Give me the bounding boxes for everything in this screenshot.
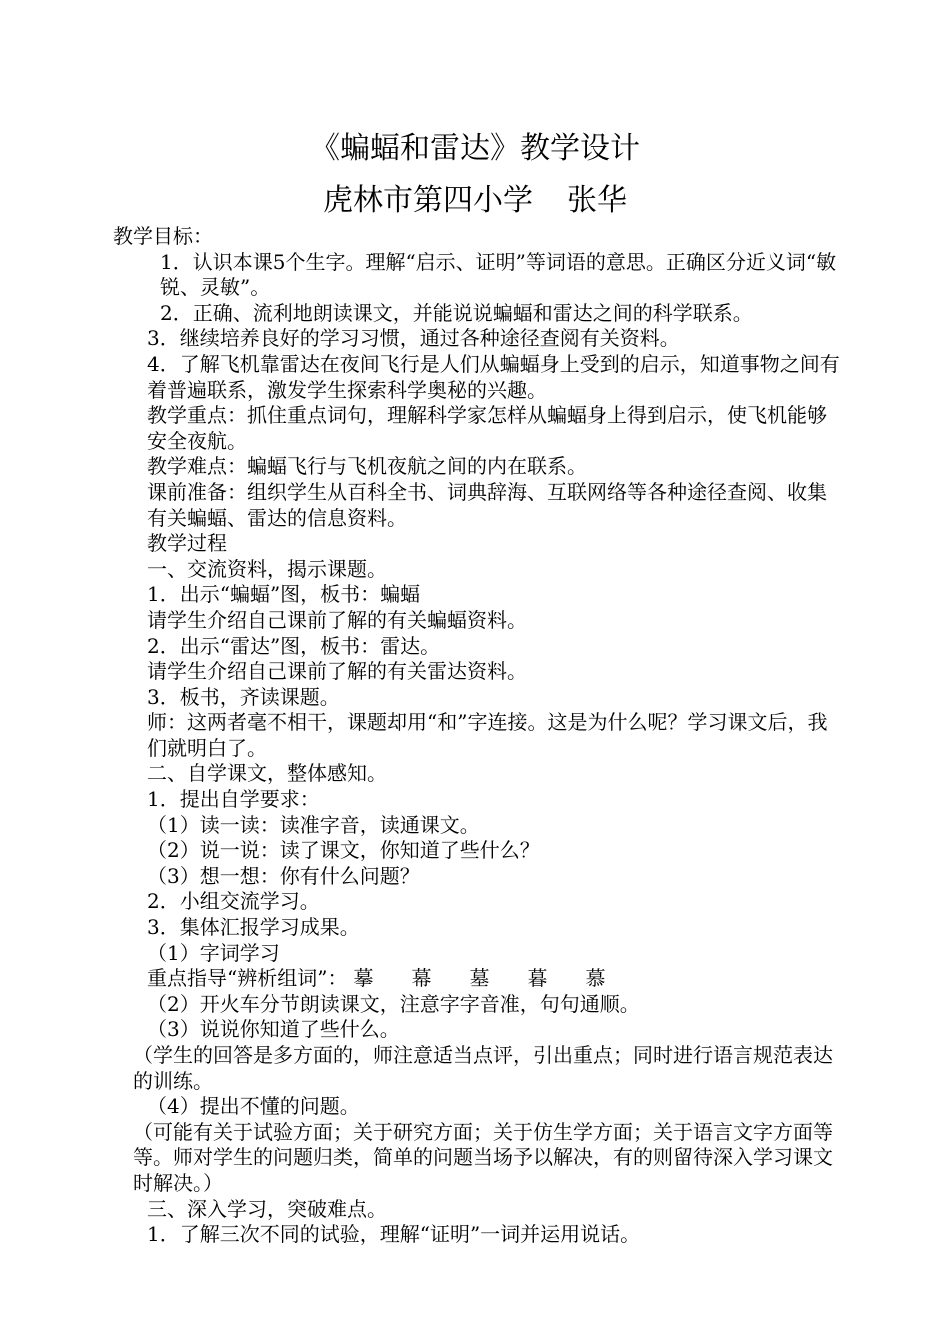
paragraph-goal-2: 2．正确、流利地朗读课文，并能说说蝙蝠和雷达之间的科学联系。 <box>160 300 753 325</box>
list-item: 2．小组交流学习。 <box>147 889 320 914</box>
list-item: （1）读一读：读准字音，读通课文。 <box>147 812 480 837</box>
word-group-line <box>113 966 843 992</box>
heading-teaching-goals: 教学目标： <box>113 224 213 248</box>
word-char: 幕 <box>411 966 432 991</box>
list-item: 请学生介绍自己课前了解的有关蝙蝠资料。 <box>147 607 527 632</box>
paragraph-goal-1: 1．认识本课5个生字。理解“启示、证明”等词语的意思。正确区分近义词“敏锐、灵敏”。 <box>160 249 837 300</box>
paragraph-preparation: 课前准备：组织学生从百科全书、词典辞海、互联网络等各种途径查阅、收集有关蝙蝠、雷达的信息资料。 <box>147 479 827 530</box>
section-1-heading: 一、交流资料，揭示课题。 <box>147 556 387 581</box>
list-item: （3）说说你知道了些什么。 <box>147 1017 400 1042</box>
list-item: （2）说一说：读了课文，你知道了些什么？ <box>147 838 540 863</box>
list-item: （1）字词学习 <box>147 940 280 965</box>
list-item: （可能有关于试验方面；关于研究方面；关于仿生学方面；关于语言文字方面等等。师对学生的问题归类，简单的问题当场予以解决，有的则留待深入学习课文时解决。） <box>133 1119 833 1195</box>
list-item: 1．提出自学要求： <box>147 787 320 812</box>
list-item: 1．出示“蝙蝠”图，板书：蝙蝠 <box>147 582 421 607</box>
word-char: 墓 <box>469 966 490 991</box>
list-item: 1．了解三次不同的试验，理解“证明”一词并运用说话。 <box>147 1222 641 1247</box>
word-char: 暮 <box>527 966 548 991</box>
document-body <box>113 224 843 1248</box>
list-item: 师：这两者毫不相干，课题却用“和”字连接。这是为什么呢？学习课文后，我们就明白了。 <box>147 710 828 760</box>
list-item: 2．出示“雷达”图，板书：雷达。 <box>147 633 441 658</box>
paragraph-difficulty: 教学难点：蝙蝠飞行与飞机夜航之间的内在联系。 <box>147 454 587 479</box>
paragraph-goal-3: 3．继续培养良好的学习习惯，通过各种途径查阅有关资料。 <box>147 326 680 351</box>
list-item: （2）开火车分节朗读课文，注意字字音准，句句通顺。 <box>147 991 640 1016</box>
list-item: （4）提出不懂的问题。 <box>147 1094 360 1119</box>
heading-teaching-process: 教学过程 <box>147 531 227 556</box>
paragraph-goal-4: 4．了解飞机靠雷达在夜间飞行是人们从蝙蝠身上受到的启示，知道事物之间有着普遍联系，激发学生探索科学奥秘的兴趣。 <box>147 351 840 402</box>
document-title: 《蝙蝠和雷达》教学设计 <box>310 131 640 166</box>
list-item: 请学生介绍自己课前了解的有关雷达资料。 <box>147 659 527 684</box>
author-school: 虎林市第四小学 <box>323 183 533 218</box>
word-char: 摹 <box>353 966 374 991</box>
list-item: （学生的回答是多方面的，师注意适当点评，引出重点；同时进行语言规范表达的训练。 <box>133 1043 833 1093</box>
list-item: 3．集体汇报学习成果。 <box>147 915 360 940</box>
author-line <box>0 183 950 219</box>
list-item: （3）想一想：你有什么问题？ <box>147 863 420 888</box>
word-group-label: 重点指导“辨析组词”： <box>147 966 348 991</box>
section-3-heading: 三、深入学习，突破难点。 <box>147 1196 387 1221</box>
section-2-heading: 二、自学课文，整体感知。 <box>147 761 387 786</box>
list-item: 3．板书，齐读课题。 <box>147 684 340 709</box>
author-name: 张华 <box>567 183 627 218</box>
word-char: 慕 <box>585 966 606 991</box>
paragraph-key-point: 教学重点：抓住重点词句，理解科学家怎样从蝙蝠身上得到启示，使飞机能够安全夜航。 <box>147 403 827 453</box>
